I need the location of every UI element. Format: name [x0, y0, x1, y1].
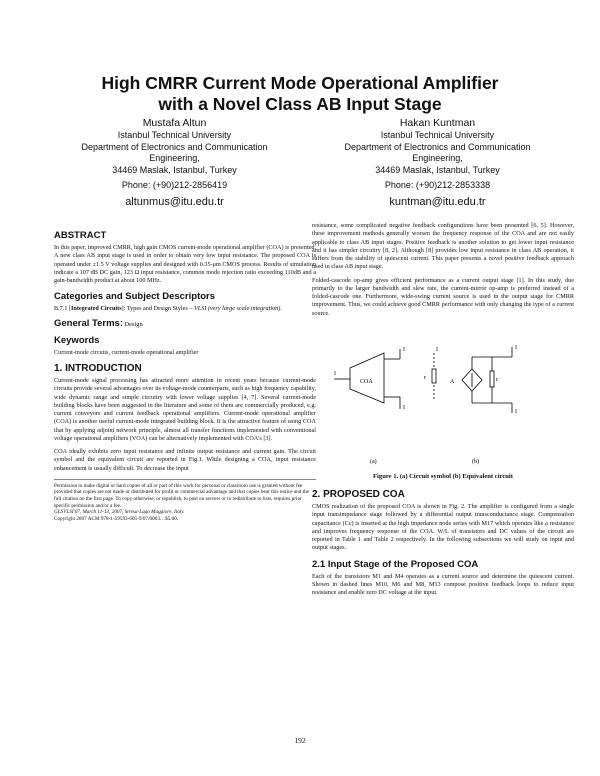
- categories-text: B.7.1 [Integrated Circuits]: Types and Design Styles – VLSI (very large scale integration).: [54, 305, 282, 313]
- label-io-b-minus: I: [515, 408, 517, 415]
- author-block-1: [52, 117, 297, 209]
- ri-resistor: [432, 369, 436, 383]
- abstract-text: In this paper, improved CMRR, high gain CMOS current-mode operational amplifier (COA) is presented. A new class AB input stage is used in order to obtain very low input resistance. The proposed COA is operated under ±1.5 V voltage supplies and designed with 0.35-μm CMOS process. Results of simulation indicate a 107 dB DC gain, 123 Ω input resistance, common mode rejection ratio exceeding 110dB and a gain-bandwidth product at about 100 MHz.: [54, 244, 316, 284]
- author-affiliation: Istanbul Technical University: [117, 130, 232, 140]
- author-address: 34469 Maslak, Istanbul, Turkey: [375, 164, 500, 175]
- section-2-1-text: Each of the transistors M1 and M4 operates as a current source and determine the quiescent current. Shown in dashed lines M10, M6 and M8, M13 compose positive feedback loops to reduce input resistance and enable zero DC voltage at the input.: [312, 572, 574, 596]
- figure-1: [312, 323, 574, 473]
- paper-title: [0, 73, 600, 115]
- copyright-text: Copyright 2007 ACM 978-1-59593-605-9/07/0003…$5.00.: [54, 515, 179, 522]
- author-phone: Phone: (+90)212-2853338: [384, 180, 491, 191]
- author-name: Hakan Kuntman: [399, 117, 476, 129]
- intro-paragraph-2: COA ideally exhibits zero input resistance and infinite output resistance and current gain. The circuit symbol and the equivalent circuit are reported in Fig.1. While designing a COA, input resistance enhancement is usually difficult. To decrease the input: [54, 448, 316, 472]
- right-paragraph-2: Folded-cascode op-amp gives efficient performance as a current output stage [1]. In this study, due primarily to the larger bandwidth and slew rate, the current-mirror op-amp is preferred instead of a folded-cascode one. Furthermore, wide-swing current source is used in the output stage for CMRR improvement. Thus, we could achieve good CMRR performance with only changing the type of a current source.: [312, 276, 574, 317]
- label-ro: r: [496, 376, 498, 383]
- abstract-heading: ABSTRACT: [54, 230, 107, 241]
- label-subfig-b: (b): [472, 458, 479, 465]
- page-number: 192: [294, 736, 306, 745]
- author-department: Department of Electronics and Communication: [344, 141, 531, 152]
- general-terms-value: Design: [124, 320, 143, 328]
- keywords-heading: Keywords: [54, 334, 100, 346]
- section-2-1-heading: 2.1 Input Stage of the Proposed COA: [312, 558, 479, 570]
- label-io-b-plus: I: [515, 344, 517, 351]
- author-department-cont: Engineering,: [412, 153, 463, 164]
- keywords-text: Current-mode circuits, current-mode operational amplifier: [54, 348, 199, 356]
- author-department: Department of Electronics and Communication: [81, 141, 268, 152]
- coa-symbol-body: [350, 353, 384, 403]
- author-email[interactable]: kuntman@itu.edu.tr: [389, 195, 486, 208]
- left-column: [54, 224, 316, 522]
- label-ii: I: [334, 370, 336, 377]
- label-ri: r: [424, 374, 426, 381]
- figure-1-drawing: [312, 323, 574, 473]
- general-terms: [54, 317, 316, 329]
- introduction-heading: 1. INTRODUCTION: [54, 363, 142, 374]
- figure-caption: Figure 1. (a) Circuit symbol (b) Equivalent circuit: [373, 472, 513, 480]
- permission-text: Permission to make digital or hard copies of all or part of this work for personal or classroom use is granted without fee provided that copies are not made or distributed for profit or commercial advantage and that copies bear this notice and the full citation on the first page. To copy otherwise, or republish, to post on servers or to redistribute to lists, requires prior specific permission and/or a fee.: [54, 482, 309, 509]
- author-name: Mustafa Altun: [142, 117, 207, 129]
- label-aii: A: [450, 378, 455, 385]
- author-email[interactable]: altunmus@itu.edu.tr: [125, 195, 224, 208]
- title-line-2: with a Novel Class AB Input Stage: [158, 94, 442, 114]
- right-column: [312, 222, 574, 602]
- venue-text: GLSVLSI'07, March 11-13, 2007, Stresa-Lago Maggiore, Italy.: [54, 509, 185, 516]
- section-2-text: CMOS realization of the proposed COA is shown in Fig. 2. The amplifier is configured from a single input transimpedance stage followed by a differential output transconductance stage. Compensation capacitance (Cc) is inserted at the high impedance node series with M17 which operates like a resistance and improves frequency response of the COA. W/L of transistors and DC values of the circuit are reported in Table 1 and Table 2 respectively. In the following subsections we will study on input and output stages.: [312, 503, 574, 552]
- title-line-1: High CMRR Current Mode Operational Amplifier: [101, 73, 499, 93]
- intro-paragraph-1: Current-mode signal processing has attracted more attention in recent years because current-mode circuits provide several advantages over its voltage-mode counterparts, such as high frequency capability, wide dynamic range and simple circuitry with lower voltage supplies [4, 7]. Several current-mode building blocks have been suggested in the literature and some of them are commercially produced, e.g. current conveyors and current feedback operational amplifiers. Current-mode operational amplifier (COA) is another useful current-mode integrated building block. It is the attractive feature of using COA that by applying adjoint network principle, almost all transfer functions implemented with conventional voltage operational amplifiers (VOA) can be alternatively implemented with COA's [3].: [54, 377, 316, 442]
- categories-heading: Categories and Subject Descriptors: [54, 291, 216, 303]
- author-affiliation: Istanbul Technical University: [380, 130, 495, 140]
- author-department-cont: Engineering,: [149, 153, 200, 164]
- label-io-minus: I: [403, 404, 405, 411]
- author-phone: Phone: (+90)212-2856419: [121, 180, 228, 191]
- section-2-heading: 2. PROPOSED COA: [312, 489, 405, 500]
- author-block-2: [315, 117, 560, 209]
- right-paragraph-1: resistance, some complicated negative feedback configurations have been presented [6, 5]. However, these improvement methods generally worsen the frequency response of the COA and are not easily applicable to class AB input stages. Positive feedback is another solution to get lower input resistance and it has simpler circuitry [8, 2]. Although [8] provides low input resistance in class AB operation, it suffers from the stability of quiescent current. This paper presents a novel positive feedback approach used in class AB input stage.: [312, 222, 574, 271]
- label-ii-b: I: [436, 346, 438, 353]
- ro-resistor: [490, 371, 494, 387]
- author-address: 34469 Maslak, Istanbul, Turkey: [112, 164, 237, 175]
- general-terms-heading: General Terms:: [54, 317, 123, 329]
- label-coa: COA: [360, 378, 373, 385]
- label-subfig-a: (a): [370, 458, 377, 465]
- permission-notice: [54, 479, 316, 523]
- label-io-plus: I: [403, 346, 405, 353]
